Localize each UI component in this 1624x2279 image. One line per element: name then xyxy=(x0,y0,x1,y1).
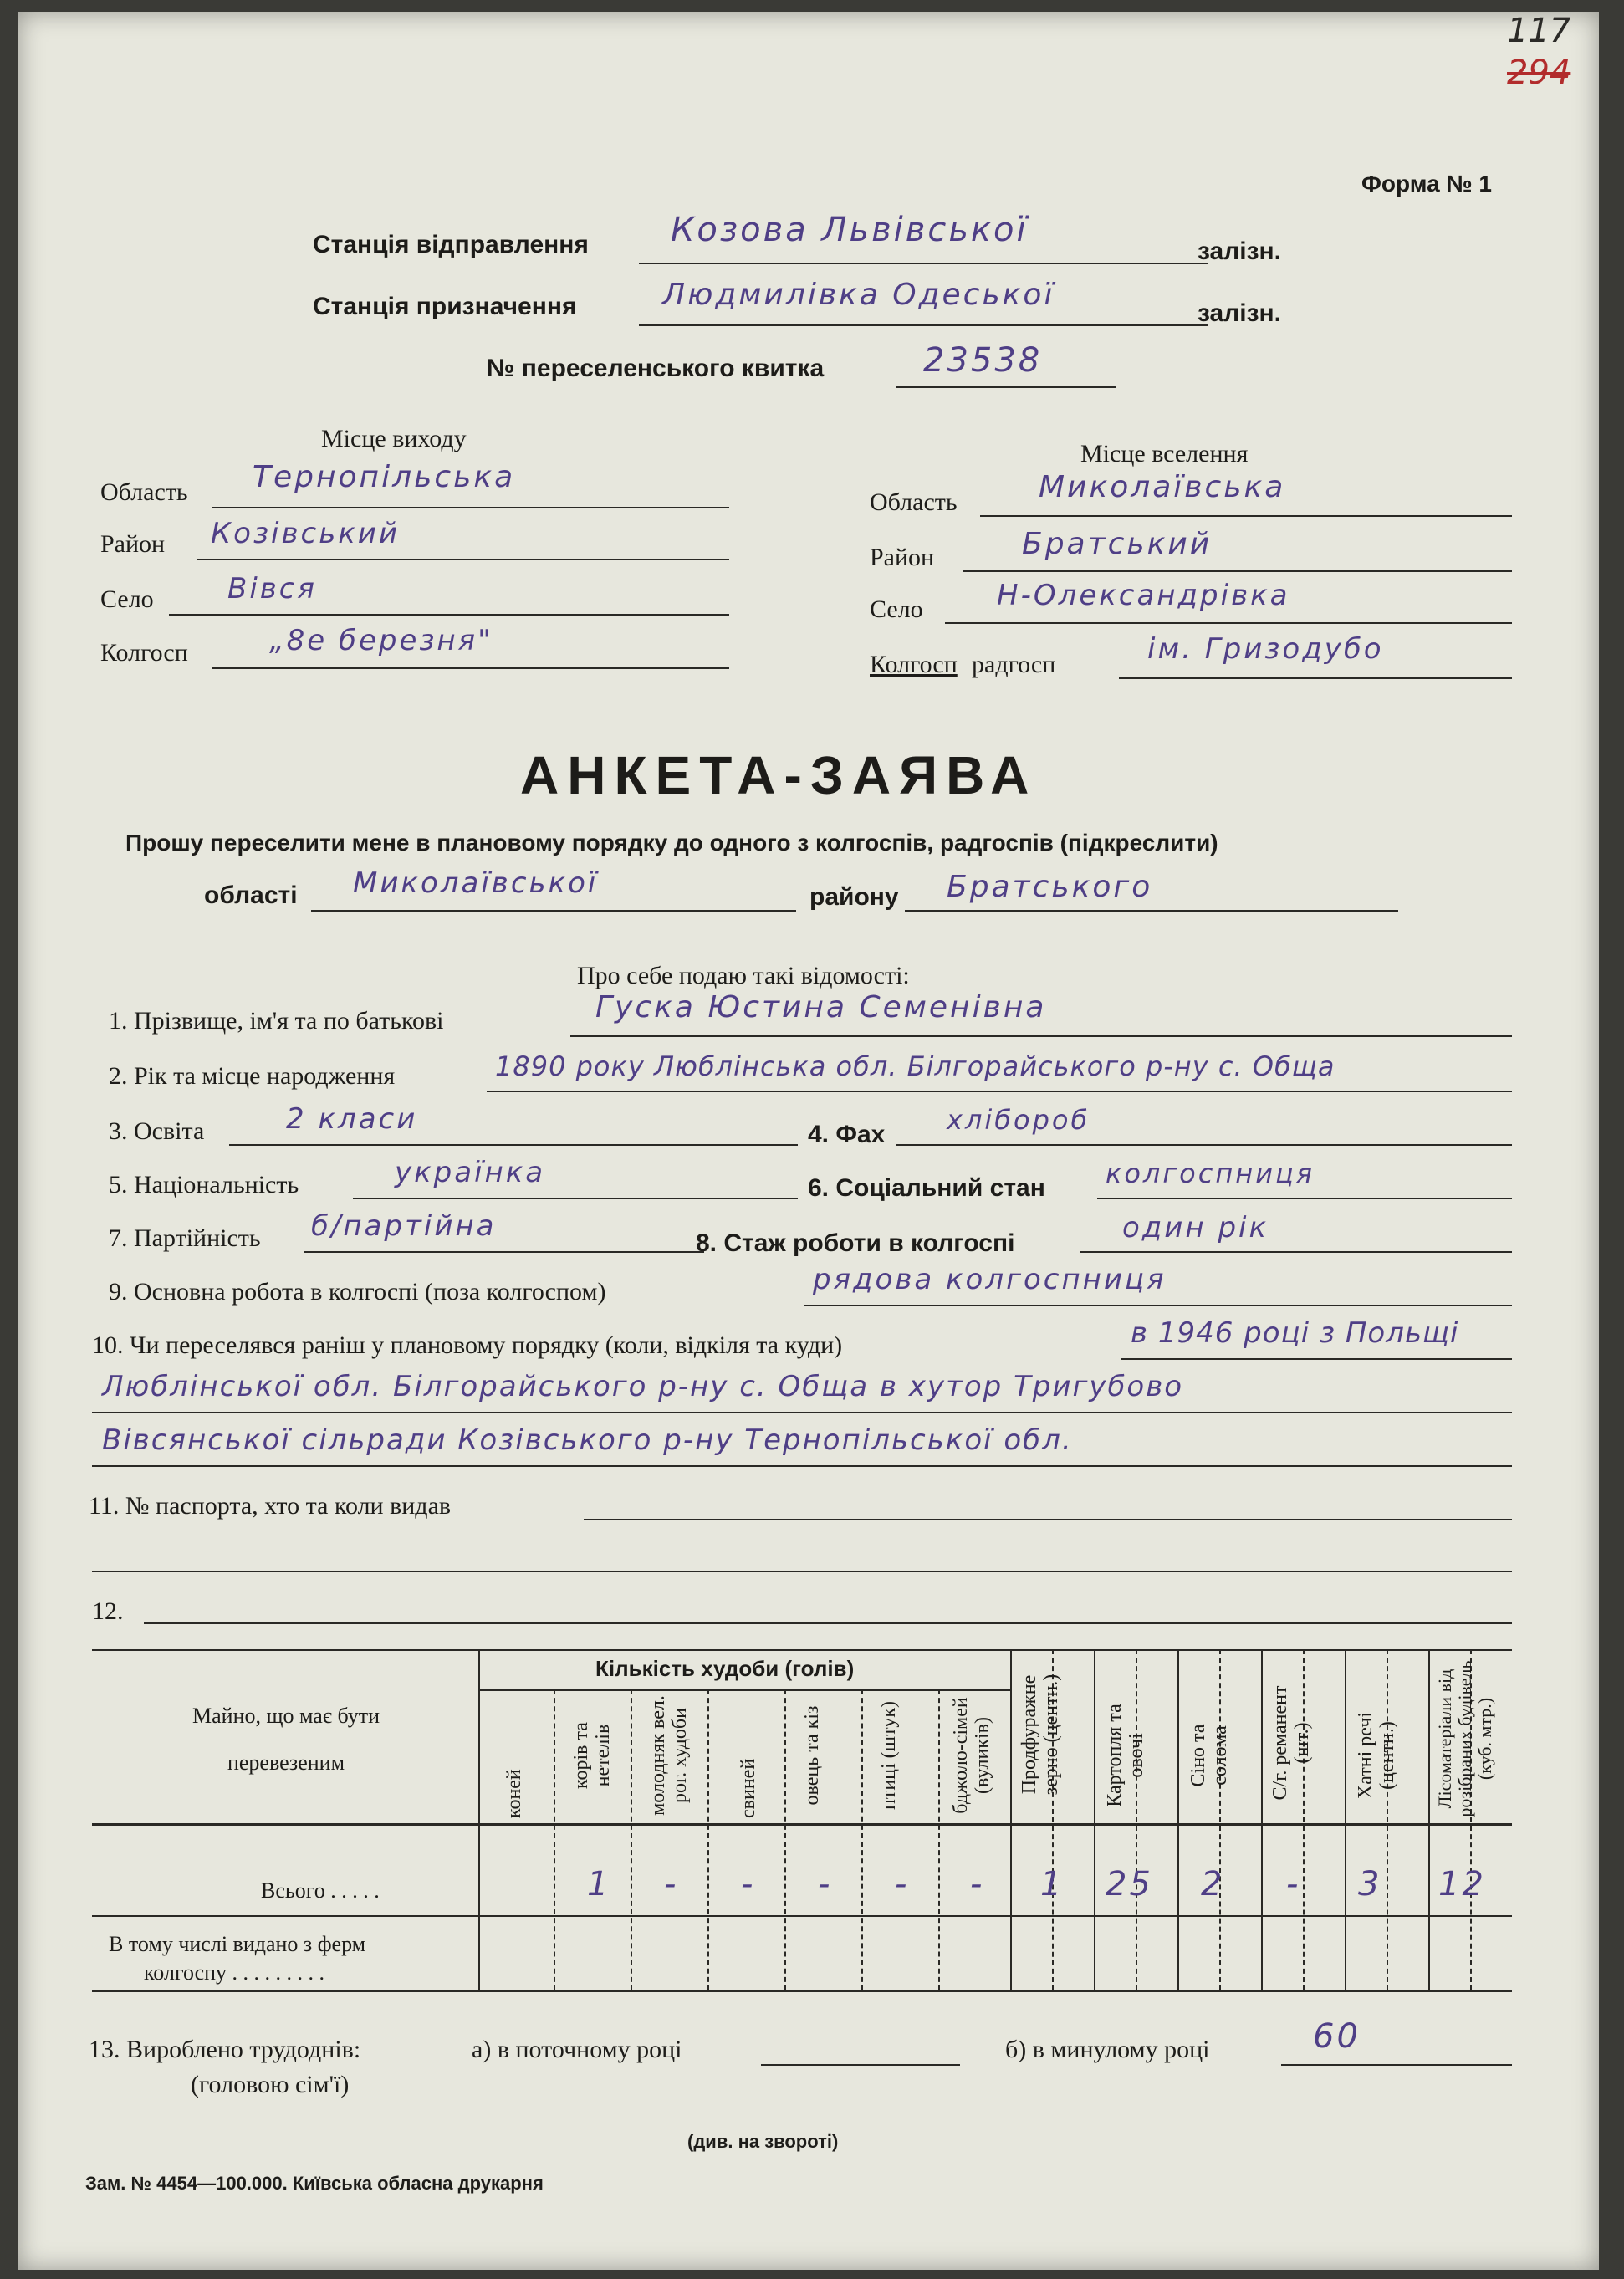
workdays-current-label: а) в поточному році xyxy=(472,2036,682,2063)
destination-label: Станція призначення xyxy=(313,293,577,320)
workdays-label: 13. Вироблено трудоднів: xyxy=(89,2036,361,2063)
see-back-note: (див. на звороті) xyxy=(687,2131,839,2152)
dest-selo-line xyxy=(945,622,1512,624)
origin-raion-value: Козівський xyxy=(211,517,400,550)
field-1-value: Гуска Юстина Семенівна xyxy=(595,990,1047,1025)
col-poultry: птиці (штук) xyxy=(878,1701,900,1810)
workdays-sub: (головою сім'ї) xyxy=(191,2071,350,2098)
col-beehives: бджоло-сімей (вуликів) xyxy=(950,1697,993,1814)
col-horses: коней xyxy=(503,1769,525,1818)
total-household: 3 xyxy=(1358,1865,1382,1903)
request-raion-value: Братського xyxy=(947,870,1153,904)
field-11-line xyxy=(584,1519,1512,1520)
origin-oblast-label: Область xyxy=(100,478,188,506)
dest-selo-label: Село xyxy=(870,595,923,623)
dest-oblast-label: Область xyxy=(870,488,958,516)
request-text: Прошу переселити мене в плановому порядку до одного з колгоспів, радгоспів (підкреслити) xyxy=(125,830,1218,856)
col-household: Хатні речі (центн.) xyxy=(1355,1711,1398,1800)
dest-radhosp-label: радгосп xyxy=(972,651,1056,678)
origin-kolhosp-value: „8е березня" xyxy=(269,624,493,657)
archive-number-struck: 294 xyxy=(1507,54,1571,92)
field-8-label: 8. Стаж роботи в колгоспі xyxy=(696,1229,1015,1257)
table-cattle-header: Кількість худоби (голів) xyxy=(595,1656,855,1681)
origin-kolhosp-label: Колгосп xyxy=(100,639,188,667)
field-10-line-1 xyxy=(1121,1358,1512,1360)
total-grain: 1 xyxy=(1040,1865,1065,1903)
total-pigs: - xyxy=(741,1865,756,1903)
field-11-label: 11. № паспорта, хто та коли видав xyxy=(89,1492,452,1520)
field-10-line-3 xyxy=(92,1465,1512,1467)
col-implements: С/г. реманент (шт.) xyxy=(1269,1685,1313,1801)
dest-raion-line xyxy=(963,570,1512,572)
field-6-value: колгоспниця xyxy=(1106,1157,1315,1189)
ticket-line xyxy=(896,386,1116,388)
field-7-line xyxy=(304,1251,704,1253)
field-9-value: рядова колгоспниця xyxy=(813,1263,1167,1296)
origin-heading: Місце виходу xyxy=(321,425,467,452)
dest-kolhosp-label: Колгосп xyxy=(870,651,958,678)
about-heading: Про себе подаю такі відомості: xyxy=(577,962,910,989)
field-7-value: б/партійна xyxy=(311,1209,497,1243)
request-raion-line xyxy=(905,910,1398,912)
ticket-value: 23538 xyxy=(923,341,1043,380)
field-4-value: хлібороб xyxy=(947,1104,1090,1136)
field-10-label: 10. Чи переселявся раніш у плановому порядку (коли, відкіля та куди) xyxy=(92,1331,843,1359)
field-10-value-2: Люблінської обл. Білгорайського р-ну с. Обща в хутор Тригубово xyxy=(102,1370,1184,1403)
origin-raion-line xyxy=(197,559,729,560)
request-oblast-label: області xyxy=(204,881,298,909)
request-oblast-line xyxy=(311,910,796,912)
field-4-label: 4. Фах xyxy=(808,1121,886,1148)
col-timber: Лісоматеріали від розібраних будівель (куб. мтр.) xyxy=(1434,1660,1495,1817)
field-10-value-3: Вівсянської сільради Козівського р-ну Тернопільської обл. xyxy=(102,1423,1073,1457)
field-10-value-1: в 1946 році з Польщі xyxy=(1131,1316,1459,1350)
dest-selo-value: Н-Олександрівка xyxy=(997,579,1290,612)
field-12-line xyxy=(144,1622,1512,1624)
field-1-line xyxy=(570,1035,1512,1037)
workdays-current-line xyxy=(761,2064,960,2066)
origin-selo-line xyxy=(169,614,729,616)
destination-value: Людмилівка Одеської xyxy=(662,278,1055,312)
total-potatoes: 25 xyxy=(1106,1865,1153,1903)
workdays-prev-label: б) в минулому році xyxy=(1005,2036,1210,2063)
field-1-label: 1. Прізвище, ім'я та по батькові xyxy=(109,1007,444,1035)
total-cows: 1 xyxy=(587,1865,611,1903)
origin-kolhosp-line xyxy=(212,667,729,669)
field-11-line-2 xyxy=(92,1571,1512,1572)
printer-line: Зам. № 4454—100.000. Київська обласна друкарня xyxy=(85,2173,544,2194)
origin-oblast-value: Тернопільська xyxy=(253,460,516,494)
archive-number: 117 xyxy=(1507,12,1571,50)
dest-oblast-line xyxy=(980,515,1512,517)
total-hay: 2 xyxy=(1201,1865,1225,1903)
workdays-prev-value: 60 xyxy=(1313,2017,1361,2056)
col-sheep: овець та кіз xyxy=(801,1705,823,1806)
origin-raion-label: Район xyxy=(100,530,166,558)
origin-selo-value: Вівся xyxy=(227,572,317,606)
incl-row-label-1: В тому числі видано з ферм xyxy=(109,1932,366,1956)
departure-line xyxy=(639,263,1208,264)
total-poultry: - xyxy=(895,1865,910,1903)
field-9-label: 9. Основна робота в колгоспі (поза колгоспом) xyxy=(109,1278,606,1306)
form-page xyxy=(18,12,1599,2270)
field-12-label: 12. xyxy=(92,1597,124,1625)
total-sheep: - xyxy=(818,1865,833,1903)
form-title: АНКЕТА-ЗАЯВА xyxy=(520,745,1038,805)
destination-line xyxy=(639,324,1208,326)
total-implements: - xyxy=(1286,1865,1301,1903)
field-7-label: 7. Партійність xyxy=(109,1224,261,1252)
origin-selo-label: Село xyxy=(100,585,154,613)
departure-value: Козова Львівської xyxy=(671,211,1029,249)
col-cows: корів та нетелів xyxy=(570,1722,614,1789)
origin-oblast-line xyxy=(212,507,729,508)
request-oblast-value: Миколаївської xyxy=(353,866,599,900)
field-2-line xyxy=(487,1091,1512,1092)
field-3-line xyxy=(229,1144,798,1146)
destination-suffix: залізн. xyxy=(1198,299,1281,327)
field-5-label: 5. Національність xyxy=(109,1171,299,1198)
total-young-cattle: - xyxy=(664,1865,679,1903)
ticket-label: № переселенського квитка xyxy=(487,355,825,382)
field-3-label: 3. Освіта xyxy=(109,1117,205,1145)
field-3-value: 2 класи xyxy=(286,1102,418,1136)
col-pigs: свиней xyxy=(738,1758,759,1818)
field-2-value: 1890 року Люблінська обл. Білгорайського р-ну с. Обща xyxy=(495,1050,1335,1082)
field-4-line xyxy=(896,1144,1512,1146)
field-6-line xyxy=(1097,1198,1512,1199)
field-9-line xyxy=(804,1305,1512,1306)
dest-kolhosp-line xyxy=(1119,677,1512,679)
col-young-cattle: молодняк вел. рог. худоби xyxy=(647,1695,691,1816)
request-raion-label: району xyxy=(809,883,899,911)
field-8-line xyxy=(1080,1251,1512,1253)
dest-raion-label: Район xyxy=(870,544,935,571)
table-property-header: Майно, що має бути перевезеним xyxy=(192,1704,380,1775)
dest-heading: Місце вселення xyxy=(1080,440,1249,468)
departure-suffix: залізн. xyxy=(1198,238,1281,265)
field-6-label: 6. Соціальний стан xyxy=(808,1174,1045,1202)
dest-kolhosp-value: ім. Гризодубо xyxy=(1147,632,1384,666)
workdays-prev-line xyxy=(1281,2064,1512,2066)
total-beehives: - xyxy=(970,1865,985,1903)
field-5-value: українка xyxy=(395,1156,546,1189)
col-hay: Сіно та солома xyxy=(1187,1724,1231,1787)
incl-row-label-2: колгоспу . . . . . . . . . xyxy=(144,1960,325,1985)
col-potatoes: Картопля та овочі xyxy=(1104,1704,1147,1807)
form-number: Форма № 1 xyxy=(1361,171,1492,197)
departure-label: Станція відправлення xyxy=(313,231,589,258)
dest-oblast-value: Миколаївська xyxy=(1039,470,1286,504)
total-timber: 12 xyxy=(1438,1865,1486,1903)
total-row-label: Всього . . . . . xyxy=(261,1878,380,1903)
dest-raion-value: Братський xyxy=(1022,527,1213,561)
col-grain: Продфуражне зерно (центн.) xyxy=(1019,1673,1062,1796)
field-2-label: 2. Рік та місце народження xyxy=(109,1062,396,1090)
field-10-line-2 xyxy=(92,1412,1512,1413)
field-8-value: один рік xyxy=(1122,1211,1269,1244)
field-5-line xyxy=(353,1198,798,1199)
